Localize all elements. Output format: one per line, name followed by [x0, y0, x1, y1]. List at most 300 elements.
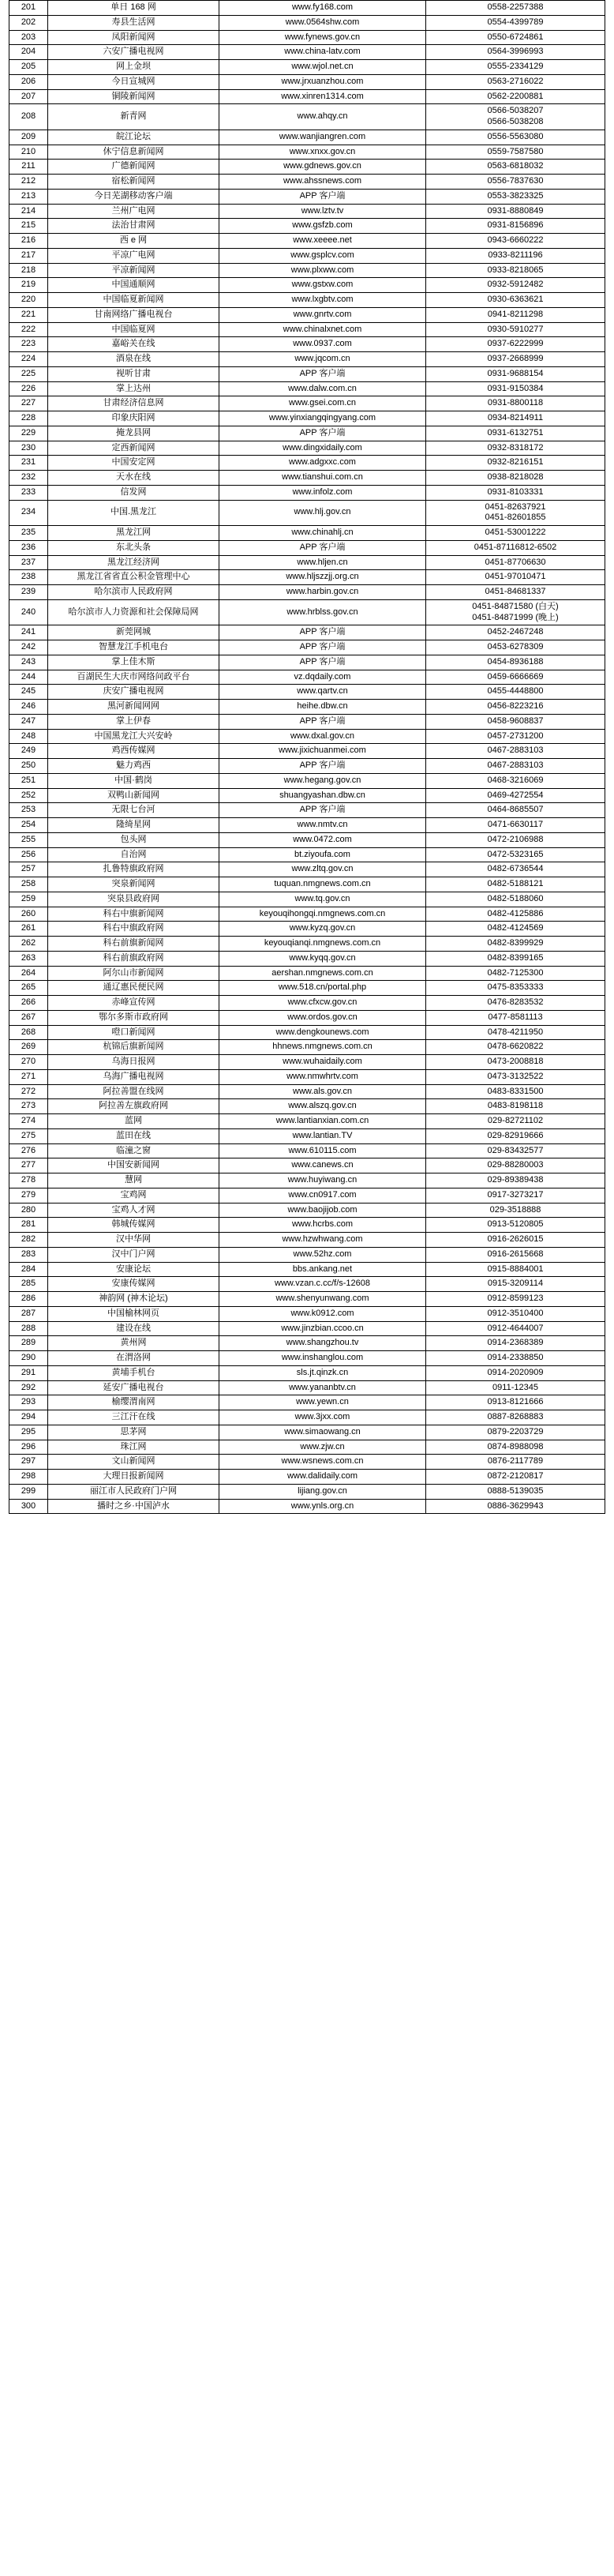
telephone-line: 0451-53001222	[485, 528, 546, 537]
telephone-cell	[426, 160, 605, 175]
site-name-cell: 珠江网	[48, 1440, 219, 1455]
site-url-cell[interactable]: www.fy168.com	[219, 1, 426, 16]
telephone-cell	[426, 337, 605, 352]
site-url-cell[interactable]: www.lxgbtv.com	[219, 293, 426, 308]
site-url-cell[interactable]: APP 客户端	[219, 803, 426, 818]
site-url-cell[interactable]: sls.jt.qinzk.cn	[219, 1365, 426, 1380]
telephone-line: 0478-4211950	[487, 1027, 544, 1037]
telephone-cell	[426, 1173, 605, 1188]
row-index-cell: 209	[9, 130, 48, 145]
telephone-cell	[426, 1055, 605, 1070]
row-index-cell: 257	[9, 862, 48, 877]
table-row	[9, 1395, 605, 1410]
row-index-cell: 231	[9, 456, 48, 471]
telephone-cell	[426, 1380, 605, 1395]
telephone-line: 0472-2106988	[487, 834, 544, 844]
telephone-line: 0478-6620822	[487, 1042, 544, 1052]
site-name-cell: 视听甘肃	[48, 366, 219, 381]
telephone-line: 0467-2883103	[487, 745, 544, 756]
site-name-cell: 科右前旗政府网	[48, 951, 219, 966]
table-row	[9, 670, 605, 685]
site-name-cell: 突泉新闻网	[48, 877, 219, 892]
site-url-cell[interactable]: www.kyqq.gov.cn	[219, 951, 426, 966]
site-url-cell[interactable]: www.tianshui.com.cn	[219, 471, 426, 486]
telephone-line: 0937-6222999	[487, 339, 544, 349]
site-url-cell[interactable]: www.china-latv.com	[219, 45, 426, 60]
site-name-cell: 掌上伊春	[48, 714, 219, 729]
row-index-cell: 274	[9, 1114, 48, 1129]
site-url-cell[interactable]: bt.ziyoufa.com	[219, 847, 426, 862]
table-row	[9, 234, 605, 249]
row-index-cell: 252	[9, 788, 48, 803]
telephone-line: 0459-6666669	[487, 671, 544, 682]
telephone-cell	[426, 788, 605, 803]
row-index-cell: 258	[9, 877, 48, 892]
row-index-cell: 299	[9, 1484, 48, 1499]
table-row	[9, 456, 605, 471]
site-url-cell[interactable]: www.yananbtv.cn	[219, 1380, 426, 1395]
telephone-line: 0483-8198118	[487, 1101, 544, 1111]
site-url-cell[interactable]: www.huyiwang.cn	[219, 1173, 426, 1188]
row-index-cell: 229	[9, 426, 48, 441]
site-url-cell[interactable]: www.hcrbs.com	[219, 1218, 426, 1233]
site-url-cell[interactable]: www.kyzq.gov.cn	[219, 922, 426, 937]
site-url-cell[interactable]: APP 客户端	[219, 189, 426, 204]
site-url-cell[interactable]: www.plxww.com	[219, 263, 426, 278]
site-name-cell: 皖江论坛	[48, 130, 219, 145]
table-row	[9, 219, 605, 234]
telephone-line: 0914-2020909	[487, 1367, 544, 1377]
site-url-cell[interactable]: www.nmtv.cn	[219, 818, 426, 833]
table-row	[9, 981, 605, 996]
table-row	[9, 744, 605, 759]
table-row	[9, 1262, 605, 1277]
telephone-line: 0930-5910277	[487, 324, 544, 334]
row-index-cell: 203	[9, 30, 48, 45]
site-name-cell: 阿拉善盟在线网	[48, 1084, 219, 1099]
row-index-cell: 227	[9, 396, 48, 411]
site-url-cell[interactable]: www.ahqy.cn	[219, 104, 426, 130]
row-index-cell: 224	[9, 352, 48, 367]
site-name-cell: 黑河新闻网网	[48, 700, 219, 715]
site-url-cell[interactable]: www.canews.cn	[219, 1158, 426, 1173]
telephone-line: 0931-8103331	[487, 486, 544, 497]
telephone-cell	[426, 1410, 605, 1425]
site-name-cell: 乌海广播电视网	[48, 1069, 219, 1084]
row-index-cell: 204	[9, 45, 48, 60]
telephone-line: 0914-2338850	[487, 1353, 544, 1362]
site-name-cell: 突泉县政府网	[48, 892, 219, 907]
telephone-line: 0879-2203729	[487, 1426, 544, 1436]
table-row	[9, 366, 605, 381]
telephone-line: 0915-8884001	[487, 1264, 544, 1274]
row-index-cell: 202	[9, 15, 48, 30]
site-url-cell[interactable]: shuangyashan.dbw.cn	[219, 788, 426, 803]
telephone-cell	[426, 1084, 605, 1099]
site-name-cell: 赤峰宣传网	[48, 996, 219, 1011]
site-url-cell[interactable]: www.gsfzb.com	[219, 219, 426, 234]
telephone-line: 0475-8353333	[487, 982, 544, 993]
telephone-line: 0482-5188060	[487, 893, 544, 903]
site-url-cell[interactable]: www.hegang.gov.cn	[219, 773, 426, 788]
site-url-cell[interactable]: www.shenyunwang.com	[219, 1292, 426, 1307]
telephone-cell	[426, 1321, 605, 1336]
table-row	[9, 1321, 605, 1336]
row-index-cell: 217	[9, 248, 48, 263]
row-index-cell: 284	[9, 1262, 48, 1277]
telephone-cell	[426, 1247, 605, 1262]
row-index-cell: 261	[9, 922, 48, 937]
site-url-cell[interactable]: www.0472.com	[219, 832, 426, 847]
telephone-cell	[426, 996, 605, 1011]
site-url-cell[interactable]: www.chinahlj.cn	[219, 526, 426, 541]
telephone-cell	[426, 30, 605, 45]
site-url-cell[interactable]: www.gsplcv.com	[219, 248, 426, 263]
table-row	[9, 655, 605, 670]
telephone-cell	[426, 803, 605, 818]
table-row	[9, 555, 605, 570]
site-url-cell[interactable]: www.dengkounews.com	[219, 1025, 426, 1040]
site-url-cell[interactable]: www.0564shw.com	[219, 15, 426, 30]
telephone-cell	[426, 130, 605, 145]
table-row	[9, 685, 605, 700]
telephone-line: 0933-8218065	[487, 265, 544, 275]
row-index-cell: 291	[9, 1365, 48, 1380]
row-index-cell: 280	[9, 1203, 48, 1218]
row-index-cell: 207	[9, 89, 48, 104]
site-name-cell: 平凉新闻网	[48, 263, 219, 278]
telephone-cell	[426, 892, 605, 907]
telephone-line: 0931-8156896	[487, 220, 544, 231]
row-index-cell: 242	[9, 640, 48, 655]
telephone-cell	[426, 471, 605, 486]
row-index-cell: 290	[9, 1351, 48, 1366]
site-name-cell: 宿松新闻网	[48, 175, 219, 190]
telephone-line: 0550-6724861	[487, 32, 544, 42]
telephone-line: 0937-2668999	[487, 354, 544, 363]
row-index-cell: 211	[9, 160, 48, 175]
site-url-cell[interactable]: www.ynls.org.cn	[219, 1499, 426, 1514]
table-row	[9, 1351, 605, 1366]
telephone-cell	[426, 570, 605, 585]
telephone-line: 0482-4124569	[487, 923, 544, 933]
telephone-cell	[426, 540, 605, 555]
site-name-cell: 播时之乡·中国泸水	[48, 1499, 219, 1514]
site-url-cell[interactable]: www.hlj.gov.cn	[219, 500, 426, 526]
telephone-cell	[426, 45, 605, 60]
site-url-cell[interactable]: APP 客户端	[219, 640, 426, 655]
site-url-cell[interactable]: www.yewn.cn	[219, 1395, 426, 1410]
site-name-cell: 阿尔山市新闻网	[48, 966, 219, 981]
site-url-cell[interactable]: www.adgxxc.com	[219, 456, 426, 471]
site-url-cell[interactable]: www.ahssnews.com	[219, 175, 426, 190]
site-url-cell[interactable]: bbs.ankang.net	[219, 1262, 426, 1277]
site-name-cell: 掌上佳木斯	[48, 655, 219, 670]
telephone-line: 0451-84871999 (晚上)	[472, 612, 559, 622]
site-url-cell[interactable]: www.52hz.com	[219, 1247, 426, 1262]
row-index-cell: 248	[9, 729, 48, 744]
site-name-cell: 平凉广电网	[48, 248, 219, 263]
telephone-cell	[426, 1233, 605, 1248]
row-index-cell: 275	[9, 1128, 48, 1143]
site-name-cell: 韩城传媒网	[48, 1218, 219, 1233]
site-name-cell: 安康传媒网	[48, 1277, 219, 1292]
site-url-cell[interactable]: www.0937.com	[219, 337, 426, 352]
site-name-cell: 铜陵新闻网	[48, 89, 219, 104]
telephone-cell	[426, 248, 605, 263]
site-url-cell[interactable]: www.hrblss.gov.cn	[219, 599, 426, 625]
site-url-cell[interactable]: keyouqihongqi.nmgnews.com.cn	[219, 907, 426, 922]
site-url-cell[interactable]: www.jqcom.cn	[219, 352, 426, 367]
site-name-cell: 新莞网城	[48, 625, 219, 640]
table-row	[9, 426, 605, 441]
site-url-cell[interactable]: www.jixichuanmei.com	[219, 744, 426, 759]
row-index-cell: 292	[9, 1380, 48, 1395]
table-row	[9, 1247, 605, 1262]
site-name-cell: 自治网	[48, 847, 219, 862]
telephone-cell	[426, 1336, 605, 1351]
site-url-cell[interactable]: www.wsnews.com.cn	[219, 1455, 426, 1470]
site-name-cell: 延安广播电视台	[48, 1380, 219, 1395]
telephone-line: 0886-3629943	[487, 1500, 544, 1511]
site-name-cell: 通辽惠民便民网	[48, 981, 219, 996]
site-url-cell[interactable]: www.518.cn/portal.php	[219, 981, 426, 996]
site-url-cell[interactable]: www.lantian.TV	[219, 1128, 426, 1143]
telephone-line: 0451-97010471	[485, 572, 546, 582]
row-index-cell: 268	[9, 1025, 48, 1040]
site-url-cell[interactable]: APP 客户端	[219, 625, 426, 640]
site-url-cell[interactable]: www.cfxcw.gov.cn	[219, 996, 426, 1011]
site-url-cell[interactable]: tuquan.nmgnews.com.cn	[219, 877, 426, 892]
site-url-cell[interactable]: www.tq.gov.cn	[219, 892, 426, 907]
site-name-cell: 掌上达州	[48, 381, 219, 396]
site-url-cell[interactable]: www.wjol.net.cn	[219, 60, 426, 75]
site-url-cell[interactable]: www.dxal.gov.cn	[219, 729, 426, 744]
telephone-cell	[426, 1099, 605, 1114]
table-row	[9, 1455, 605, 1470]
table-row	[9, 293, 605, 308]
site-url-cell[interactable]: www.yinxiangqingyang.com	[219, 411, 426, 426]
site-url-cell[interactable]: www.qartv.cn	[219, 685, 426, 700]
row-index-cell: 255	[9, 832, 48, 847]
site-name-cell: 慧网	[48, 1173, 219, 1188]
site-url-cell[interactable]: www.jrxuanzhou.com	[219, 74, 426, 89]
table-row	[9, 1292, 605, 1307]
telephone-line: 0932-5912482	[487, 280, 544, 290]
telephone-line: 0559-7587580	[487, 146, 544, 156]
telephone-line: 0941-8211298	[487, 309, 544, 319]
row-index-cell: 246	[9, 700, 48, 715]
site-name-cell: 中国安新闻网	[48, 1158, 219, 1173]
site-url-cell[interactable]: www.610115.com	[219, 1143, 426, 1158]
row-index-cell: 236	[9, 540, 48, 555]
site-name-cell: 包头网	[48, 832, 219, 847]
telephone-cell	[426, 981, 605, 996]
row-index-cell: 267	[9, 1010, 48, 1025]
site-url-cell[interactable]: www.hljszzjj.org.cn	[219, 570, 426, 585]
table-row	[9, 640, 605, 655]
site-url-cell[interactable]: www.harbin.gov.cn	[219, 585, 426, 600]
row-index-cell: 210	[9, 145, 48, 160]
site-url-cell[interactable]: www.zjw.cn	[219, 1440, 426, 1455]
site-url-cell[interactable]: www.shangzhou.tv	[219, 1336, 426, 1351]
table-row	[9, 847, 605, 862]
site-url-cell[interactable]: www.k0912.com	[219, 1306, 426, 1321]
telephone-cell	[426, 1455, 605, 1470]
telephone-cell	[426, 500, 605, 526]
site-url-cell[interactable]: www.als.gov.cn	[219, 1084, 426, 1099]
site-url-cell[interactable]: vz.dqdaily.com	[219, 670, 426, 685]
site-name-cell: 在渭洛网	[48, 1351, 219, 1366]
telephone-cell	[426, 307, 605, 322]
table-row	[9, 189, 605, 204]
site-url-cell[interactable]: www.vzan.c.cc/f/s-12608	[219, 1277, 426, 1292]
site-name-cell: 大理日报新闻网	[48, 1470, 219, 1485]
site-url-cell[interactable]: www.xeeee.net	[219, 234, 426, 249]
telephone-line: 0931-8800118	[487, 398, 544, 408]
site-url-cell[interactable]: www.infolz.com	[219, 485, 426, 500]
row-index-cell: 296	[9, 1440, 48, 1455]
telephone-line: 0458-9608837	[487, 715, 544, 726]
telephone-cell	[426, 366, 605, 381]
site-url-cell[interactable]: www.hljen.cn	[219, 555, 426, 570]
table-row	[9, 1158, 605, 1173]
site-name-cell: 嘉峪关在线	[48, 337, 219, 352]
site-name-cell: 酒泉在线	[48, 352, 219, 367]
row-index-cell: 272	[9, 1084, 48, 1099]
site-url-cell[interactable]: www.cn0917.com	[219, 1188, 426, 1203]
registry-table	[9, 0, 605, 1514]
site-url-cell[interactable]: keyouqianqi.nmgnews.com.cn	[219, 937, 426, 952]
site-name-cell: 阿拉善左旗政府网	[48, 1099, 219, 1114]
site-url-cell[interactable]: www.zltq.gov.cn	[219, 862, 426, 877]
row-index-cell: 293	[9, 1395, 48, 1410]
telephone-cell	[426, 1128, 605, 1143]
telephone-line: 0469-4272554	[487, 790, 544, 800]
table-row	[9, 877, 605, 892]
telephone-cell	[426, 1306, 605, 1321]
telephone-line: 0872-2120817	[487, 1471, 544, 1481]
site-url-cell[interactable]: www.hzwhwang.com	[219, 1233, 426, 1248]
telephone-line: 0455-4448800	[487, 686, 544, 697]
table-row	[9, 145, 605, 160]
site-name-cell: 中国临夏网	[48, 322, 219, 337]
site-url-cell[interactable]: heihe.dbw.cn	[219, 700, 426, 715]
site-url-cell[interactable]: www.ordos.gov.cn	[219, 1010, 426, 1025]
telephone-line: 0916-2615668	[487, 1249, 544, 1259]
table-row	[9, 1336, 605, 1351]
site-url-cell[interactable]: aershan.nmgnews.com.cn	[219, 966, 426, 981]
site-url-cell[interactable]: www.lantianxian.com.cn	[219, 1114, 426, 1129]
telephone-cell	[426, 526, 605, 541]
site-url-cell[interactable]: www.3jxx.com	[219, 1410, 426, 1425]
site-url-cell[interactable]: www.chinalxnet.com	[219, 322, 426, 337]
site-url-cell[interactable]: APP 客户端	[219, 714, 426, 729]
telephone-cell	[426, 700, 605, 715]
site-name-cell: 中国·鹤岗	[48, 773, 219, 788]
site-url-cell[interactable]: www.lztv.tv	[219, 204, 426, 219]
telephone-line: 0555-2334129	[487, 62, 544, 71]
site-url-cell[interactable]: www.fynews.gov.cn	[219, 30, 426, 45]
site-url-cell[interactable]: www.nmwhrtv.com	[219, 1069, 426, 1084]
row-index-cell: 300	[9, 1499, 48, 1514]
site-url-cell[interactable]: www.jinzbian.ccoo.cn	[219, 1321, 426, 1336]
site-name-cell: 新青网	[48, 104, 219, 130]
row-index-cell: 244	[9, 670, 48, 685]
telephone-cell	[426, 1143, 605, 1158]
site-url-cell[interactable]: www.dalidaily.com	[219, 1470, 426, 1485]
site-url-cell[interactable]: www.wuhaidaily.com	[219, 1055, 426, 1070]
telephone-cell	[426, 485, 605, 500]
telephone-line: 0917-3273217	[487, 1189, 544, 1200]
telephone-line: 0932-8216151	[487, 457, 544, 468]
site-name-cell: 中国.黑龙江	[48, 500, 219, 526]
site-name-cell: 定西新闻网	[48, 441, 219, 456]
row-index-cell: 297	[9, 1455, 48, 1470]
site-url-cell[interactable]: APP 客户端	[219, 426, 426, 441]
row-index-cell: 287	[9, 1306, 48, 1321]
site-url-cell[interactable]: www.gstxw.com	[219, 278, 426, 293]
site-url-cell[interactable]: APP 客户端	[219, 366, 426, 381]
row-index-cell: 220	[9, 293, 48, 308]
telephone-line: 0912-4644007	[487, 1323, 544, 1333]
site-url-cell[interactable]: www.baojijob.com	[219, 1203, 426, 1218]
site-url-cell[interactable]: APP 客户端	[219, 540, 426, 555]
site-url-cell[interactable]: www.alszq.gov.cn	[219, 1099, 426, 1114]
site-url-cell[interactable]: www.inshanglou.com	[219, 1351, 426, 1366]
site-name-cell: 文山新闻网	[48, 1455, 219, 1470]
telephone-cell	[426, 555, 605, 570]
site-url-cell[interactable]: lijiang.gov.cn	[219, 1484, 426, 1499]
telephone-cell	[426, 655, 605, 670]
site-url-cell[interactable]: www.dalw.com.cn	[219, 381, 426, 396]
row-index-cell: 281	[9, 1218, 48, 1233]
table-row	[9, 1425, 605, 1440]
telephone-cell	[426, 759, 605, 774]
site-url-cell[interactable]: www.gdnews.gov.cn	[219, 160, 426, 175]
table-row	[9, 1380, 605, 1395]
site-url-cell[interactable]: www.gnrtv.com	[219, 307, 426, 322]
row-index-cell: 218	[9, 263, 48, 278]
site-name-cell: 广德新闻网	[48, 160, 219, 175]
registry-table-body	[9, 1, 605, 1514]
site-url-cell[interactable]: APP 客户端	[219, 655, 426, 670]
telephone-line: 0457-2731200	[487, 730, 544, 741]
row-index-cell: 259	[9, 892, 48, 907]
row-index-cell: 215	[9, 219, 48, 234]
table-row	[9, 352, 605, 367]
site-url-cell[interactable]: www.wanjiangren.com	[219, 130, 426, 145]
site-name-cell: 单日 168 网	[48, 1, 219, 16]
table-row	[9, 526, 605, 541]
table-row	[9, 788, 605, 803]
site-url-cell[interactable]: www.xinren1314.com	[219, 89, 426, 104]
site-url-cell[interactable]: www.simaowang.cn	[219, 1425, 426, 1440]
table-row	[9, 1099, 605, 1114]
telephone-cell	[426, 1484, 605, 1499]
row-index-cell: 271	[9, 1069, 48, 1084]
site-url-cell[interactable]: www.xnxx.gov.cn	[219, 145, 426, 160]
telephone-line: 0912-8599123	[487, 1294, 544, 1303]
site-url-cell[interactable]: www.dingxidaily.com	[219, 441, 426, 456]
site-name-cell: 黄州网	[48, 1336, 219, 1351]
site-url-cell[interactable]: www.gsei.com.cn	[219, 396, 426, 411]
site-url-cell[interactable]: hhnews.nmgnews.com.cn	[219, 1040, 426, 1055]
table-row	[9, 89, 605, 104]
telephone-cell	[426, 951, 605, 966]
site-url-cell[interactable]: APP 客户端	[219, 759, 426, 774]
table-row	[9, 500, 605, 526]
